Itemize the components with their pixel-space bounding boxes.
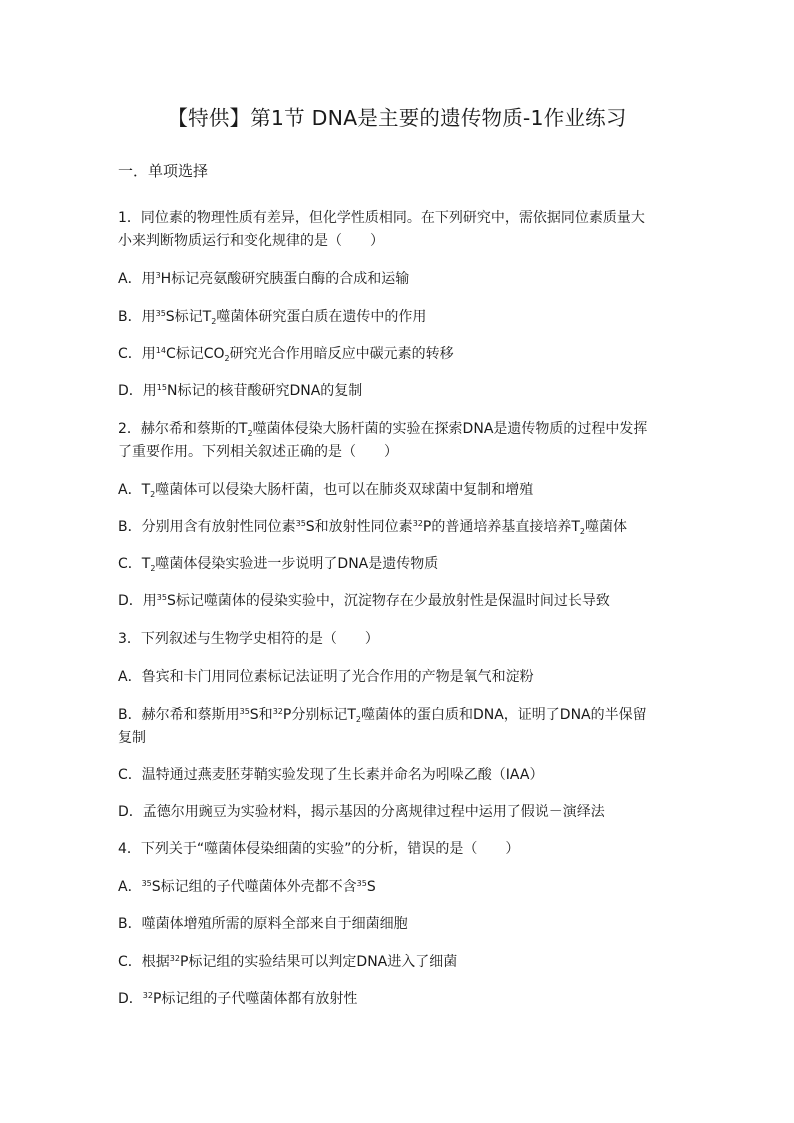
question-3-option-d: D．孟德尔用豌豆为实验材料，揭示基因的分离规律过程中运用了假说－演绎法 — [118, 804, 605, 820]
question-3-option-a: A．鲁宾和卡门用同位素标记法证明了光合作用的产物是氧气和淀粉 — [118, 669, 534, 685]
question-2-stem-line-2: 了重要作用。下列相关叙述正确的是（ ） — [118, 444, 398, 460]
question-4-option-d: D．$^{32}$P标记组的子代噬菌体都有放射性 — [118, 991, 358, 1007]
question-1-option-b: B．用$^{35}$S标记$T_2$噬菌体研究蛋白质在遗传中的作用 — [118, 309, 427, 326]
question-4-stem: 4．下列关于“噬菌体侵染细菌的实验”的分析，错误的是（ ） — [118, 841, 520, 857]
question-3-option-b-line-2: 复制 — [118, 730, 146, 746]
question-2-option-a: A．$T_2$噬菌体可以侵染大肠杆菌，也可以在肺炎双球菌中复制和增殖 — [118, 482, 534, 499]
question-4-option-c: C．根据$^{32}$P标记组的实验结果可以判定DNA进入了细菌 — [118, 954, 458, 970]
question-2-option-d: D．用$^{35}$S标记噬菌体的侵染实验中，沉淀物存在少最放射性是保温时间过长导致 — [118, 593, 610, 609]
question-1-option-a: A．用$^3$H标记亮氨酸研究胰蛋白酶的合成和运输 — [118, 271, 410, 287]
question-2-stem-line-1: 2．赫尔希和蔡斯的$T_2$噬菌体侵染大肠杆菌的实验在探索DNA是遗传物质的过程中发挥 — [118, 421, 648, 438]
question-4-option-b: B．噬菌体增殖所需的原料全部来自于细菌细胞 — [118, 916, 408, 932]
question-2-option-c: C．$T_2$噬菌体侵染实验进一步说明了DNA是遗传物质 — [118, 556, 439, 573]
question-3-option-c: C．温特通过燕麦胚芽鞘实验发现了生长素并命名为吲哚乙酸（IAA） — [118, 767, 544, 783]
question-1-option-d: D．用$^{15}$N标记的核苷酸研究DNA的复制 — [118, 383, 363, 399]
question-2-option-b: B．分别用含有放射性同位素$^{35}$S和放射性同位素$^{32}$P的普通培养基直接培养$T_2$噬菌体 — [118, 519, 627, 536]
question-3-stem: 3．下列叙述与生物学史相符的是（ ） — [118, 631, 379, 647]
page-title: 【特供】第1节 DNA是主要的遗传物质-1作业练习 — [167, 106, 627, 130]
question-1-stem-line-1: 1．同位素的物理性质有差异，但化学性质相同。在下列研究中，需依据同位素质量大 — [118, 210, 645, 226]
question-3-option-b-line-1: B．赫尔希和蔡斯用$^{35}$S和$^{32}$P分别标记$T_2$噬菌体的蛋白质和DNA，证明了DNA的半保留 — [118, 707, 647, 724]
question-1-option-c: C．用$^{14}$C标记$CO_2$研究光合作用暗反应中碳元素的转移 — [118, 346, 454, 363]
question-1-stem-line-2: 小来判断物质运行和变化规律的是（ ） — [118, 233, 384, 249]
section-heading: 一．单项选择 — [118, 162, 209, 180]
question-4-option-a: A．$^{35}$S标记组的子代噬菌体外壳都不含$^{35}$S — [118, 879, 376, 895]
